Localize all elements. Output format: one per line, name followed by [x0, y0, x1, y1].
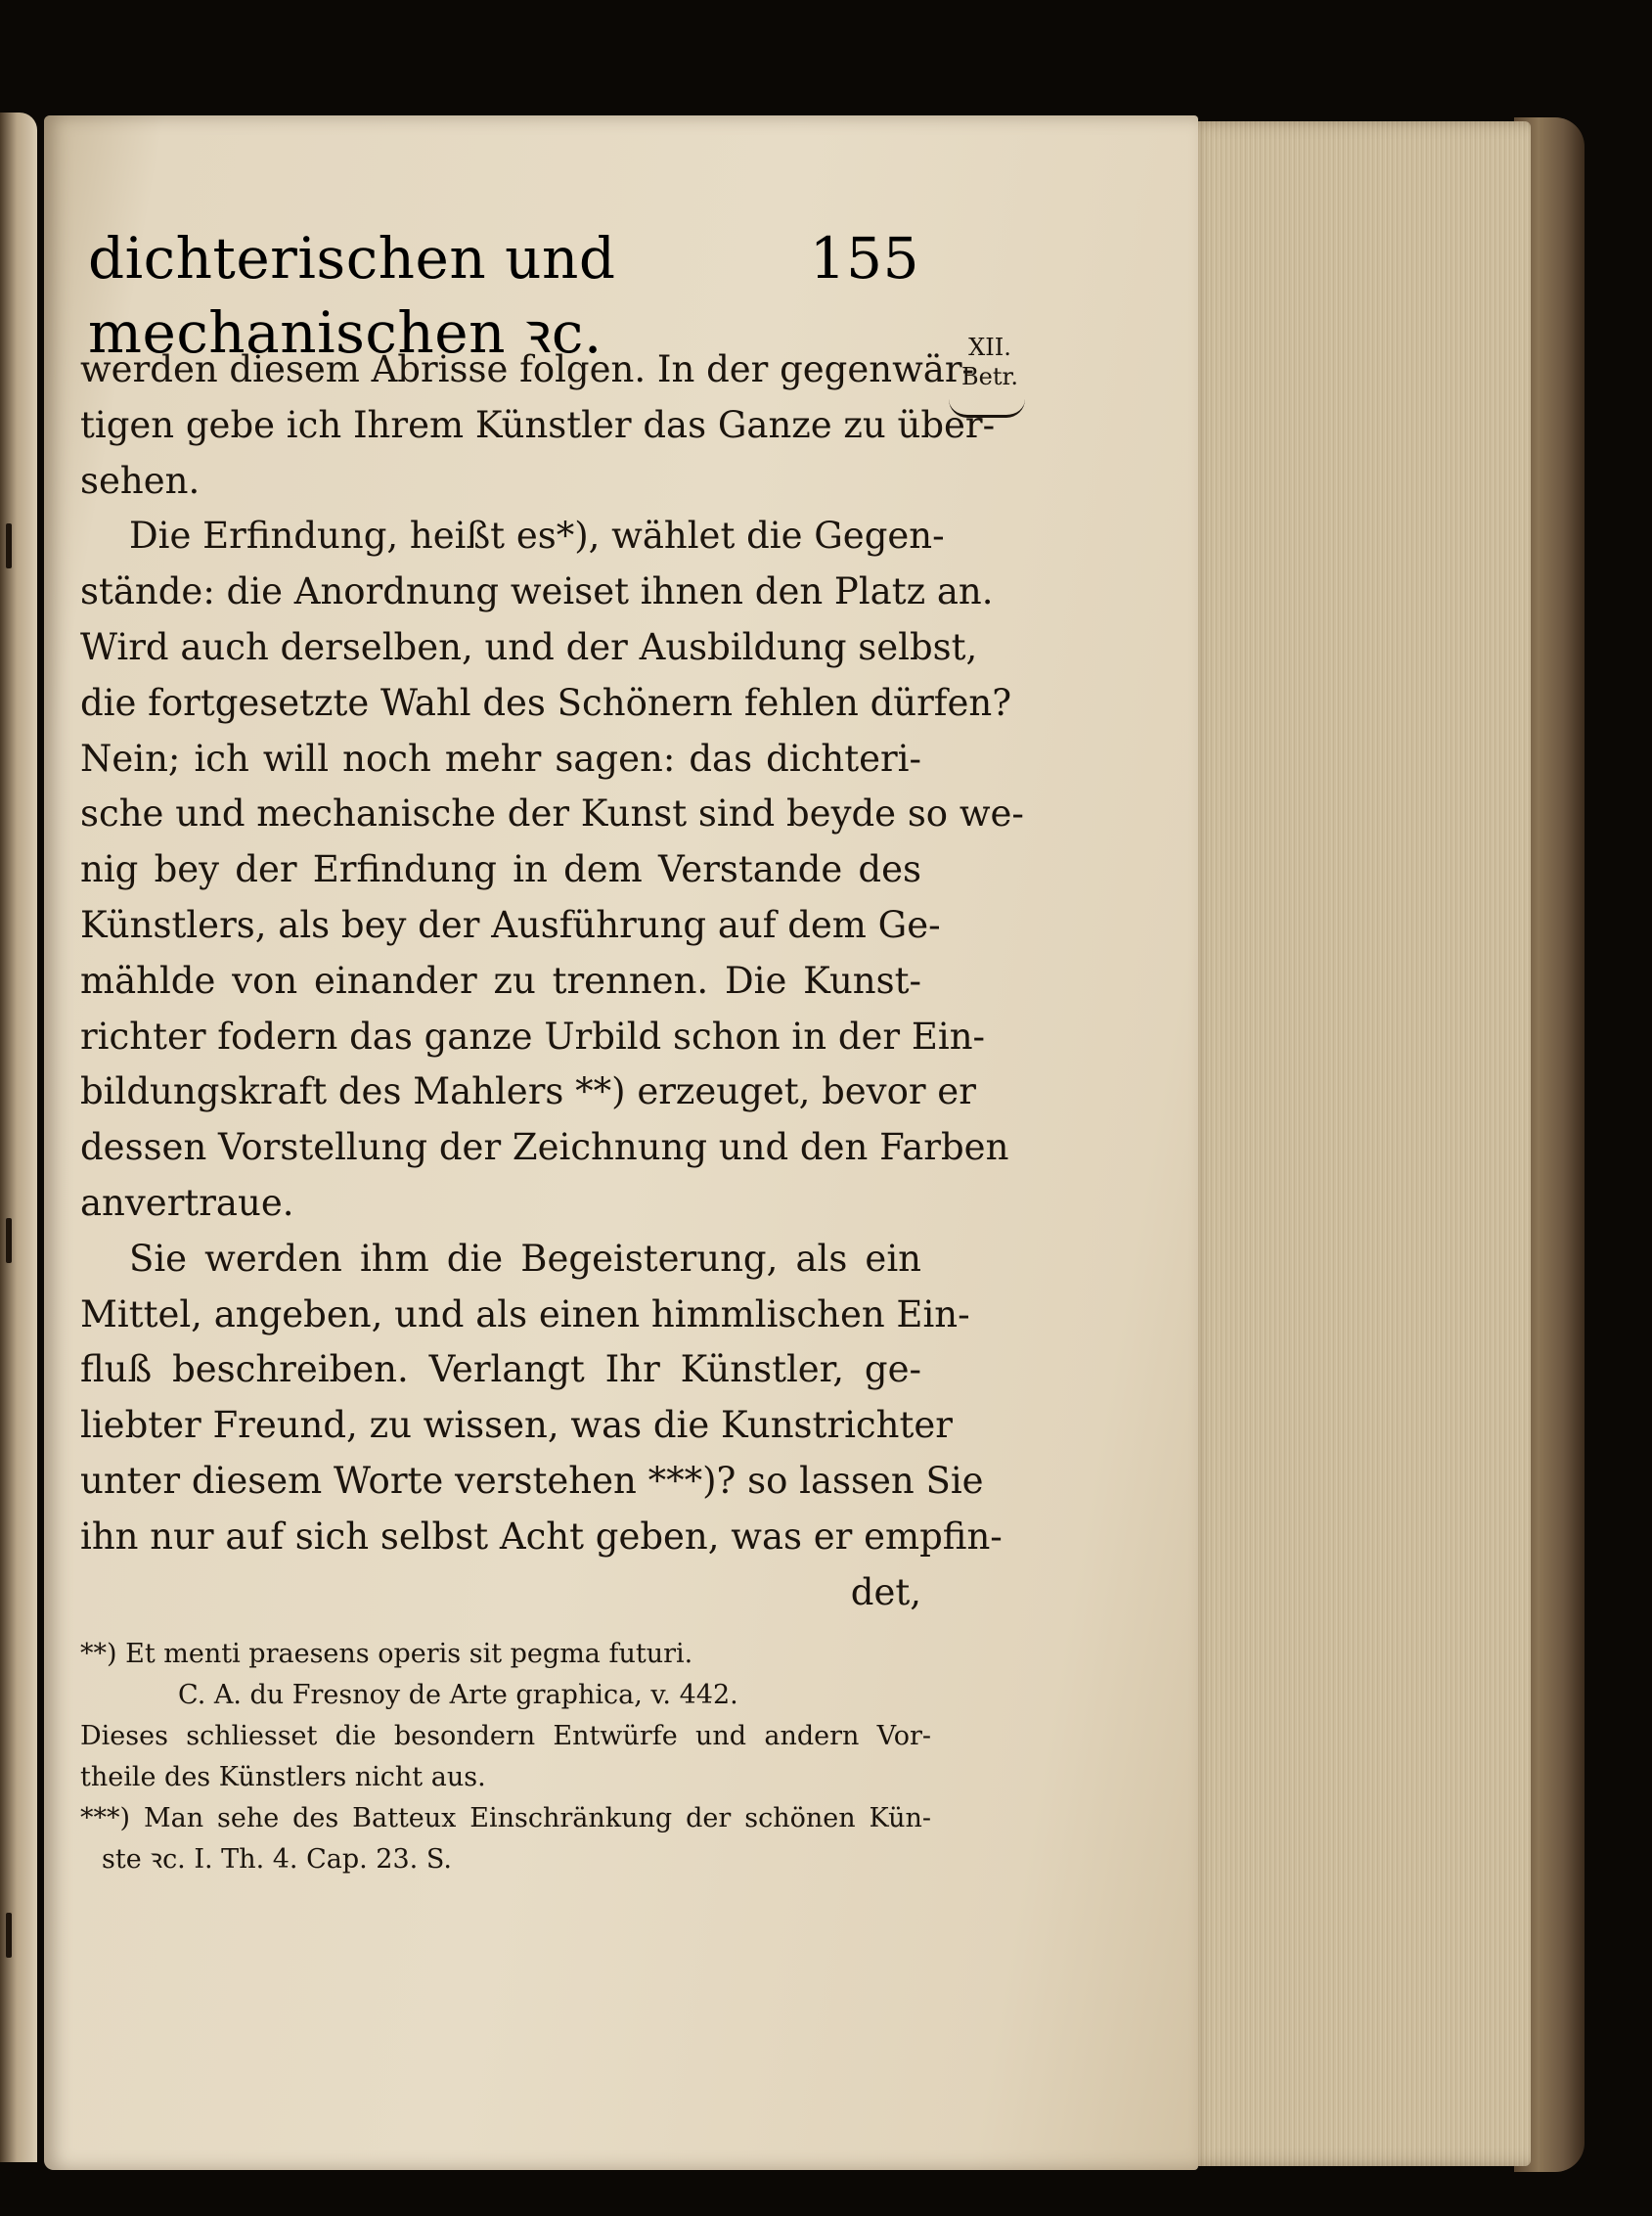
footnotes	[80, 1634, 931, 1880]
text-line: richter fodern das ganze Urbild schon in der Ein-	[80, 1015, 986, 1058]
page-edge-mark	[6, 523, 12, 568]
catchword: det,	[850, 1570, 921, 1613]
margin-note-label: Betr.	[961, 363, 1018, 390]
text-line: liebter Freund, zu wissen, was die Kunstrichter	[80, 1404, 953, 1447]
text-line: ihn nur auf sich selbst Acht geben, was er empfin-	[80, 1515, 1003, 1558]
footnote-line: ***) Man sehe des Batteux Einschränkung der schönen Kün-	[80, 1803, 931, 1833]
text-line: sche und mechanische der Kunst sind beyde so we-	[80, 792, 1024, 836]
page-block-edge	[1183, 121, 1531, 2166]
footnote-line: ste ꝛc. I. Th. 4. Cap. 23. S.	[102, 1844, 452, 1875]
text-line: sehen.	[80, 459, 201, 502]
text-line: bildungskraft des Mahlers **) erzeuget, bevor er	[80, 1070, 976, 1113]
text-line: Die Erfindung, heißt es*), wählet die Gegen-	[129, 515, 945, 558]
running-head-title: dichterischen und mechanischen ꝛc.	[88, 225, 616, 366]
text-line: Mittel, angeben, und als einen himmlischen Ein-	[80, 1292, 970, 1335]
text-line: werden diesem Abrisse folgen. In der gegenwär-	[80, 348, 975, 390]
footnote-line: C. A. du Fresnoy de Arte graphica, v. 442.	[178, 1680, 738, 1710]
text-line: Künstlers, als bey der Ausführung auf dem Ge-	[80, 903, 941, 946]
text-line: stände: die Anordnung weiset ihnen den Platz an.	[80, 570, 994, 613]
text-line: die fortgesetzte Wahl des Schönern fehlen dürfen?	[80, 681, 1012, 724]
text-line: anvertraue.	[80, 1181, 294, 1224]
text-line: Nein; ich will noch mehr sagen: das dichteri-	[80, 737, 921, 780]
page-number: 155	[809, 225, 919, 292]
previous-page-edge	[0, 113, 37, 2162]
text-line: dessen Vorstellung der Zeichnung und den Farben	[80, 1126, 1009, 1169]
page-edge-mark	[6, 1218, 12, 1263]
text-line: mählde von einander zu trennen. Die Kunst-	[80, 959, 921, 1002]
text-line: fluß beschreiben. Verlangt Ihr Künstler, ge-	[80, 1348, 921, 1391]
footnote-line: theile des Künstlers nicht aus.	[80, 1762, 486, 1792]
text-line: tigen gebe ich Ihrem Künstler das Ganze zu über-	[80, 403, 996, 446]
page-edge-mark	[6, 1913, 12, 1958]
footnote-line: **) Et menti praesens operis sit pegma futuri.	[80, 1639, 693, 1669]
margin-note-number: XII.	[968, 334, 1011, 361]
text-line: unter diesem Worte verstehen ***)? so lassen Sie	[80, 1459, 984, 1502]
text-line: Sie werden ihm die Begeisterung, als ein	[129, 1237, 921, 1280]
footnote-line: Dieses schliesset die besondern Entwürfe und andern Vor-	[80, 1721, 931, 1751]
text-line: Wird auch derselben, und der Ausbildung selbst,	[80, 625, 978, 668]
text-line: nig bey der Erfindung in dem Verstande des	[80, 848, 921, 891]
